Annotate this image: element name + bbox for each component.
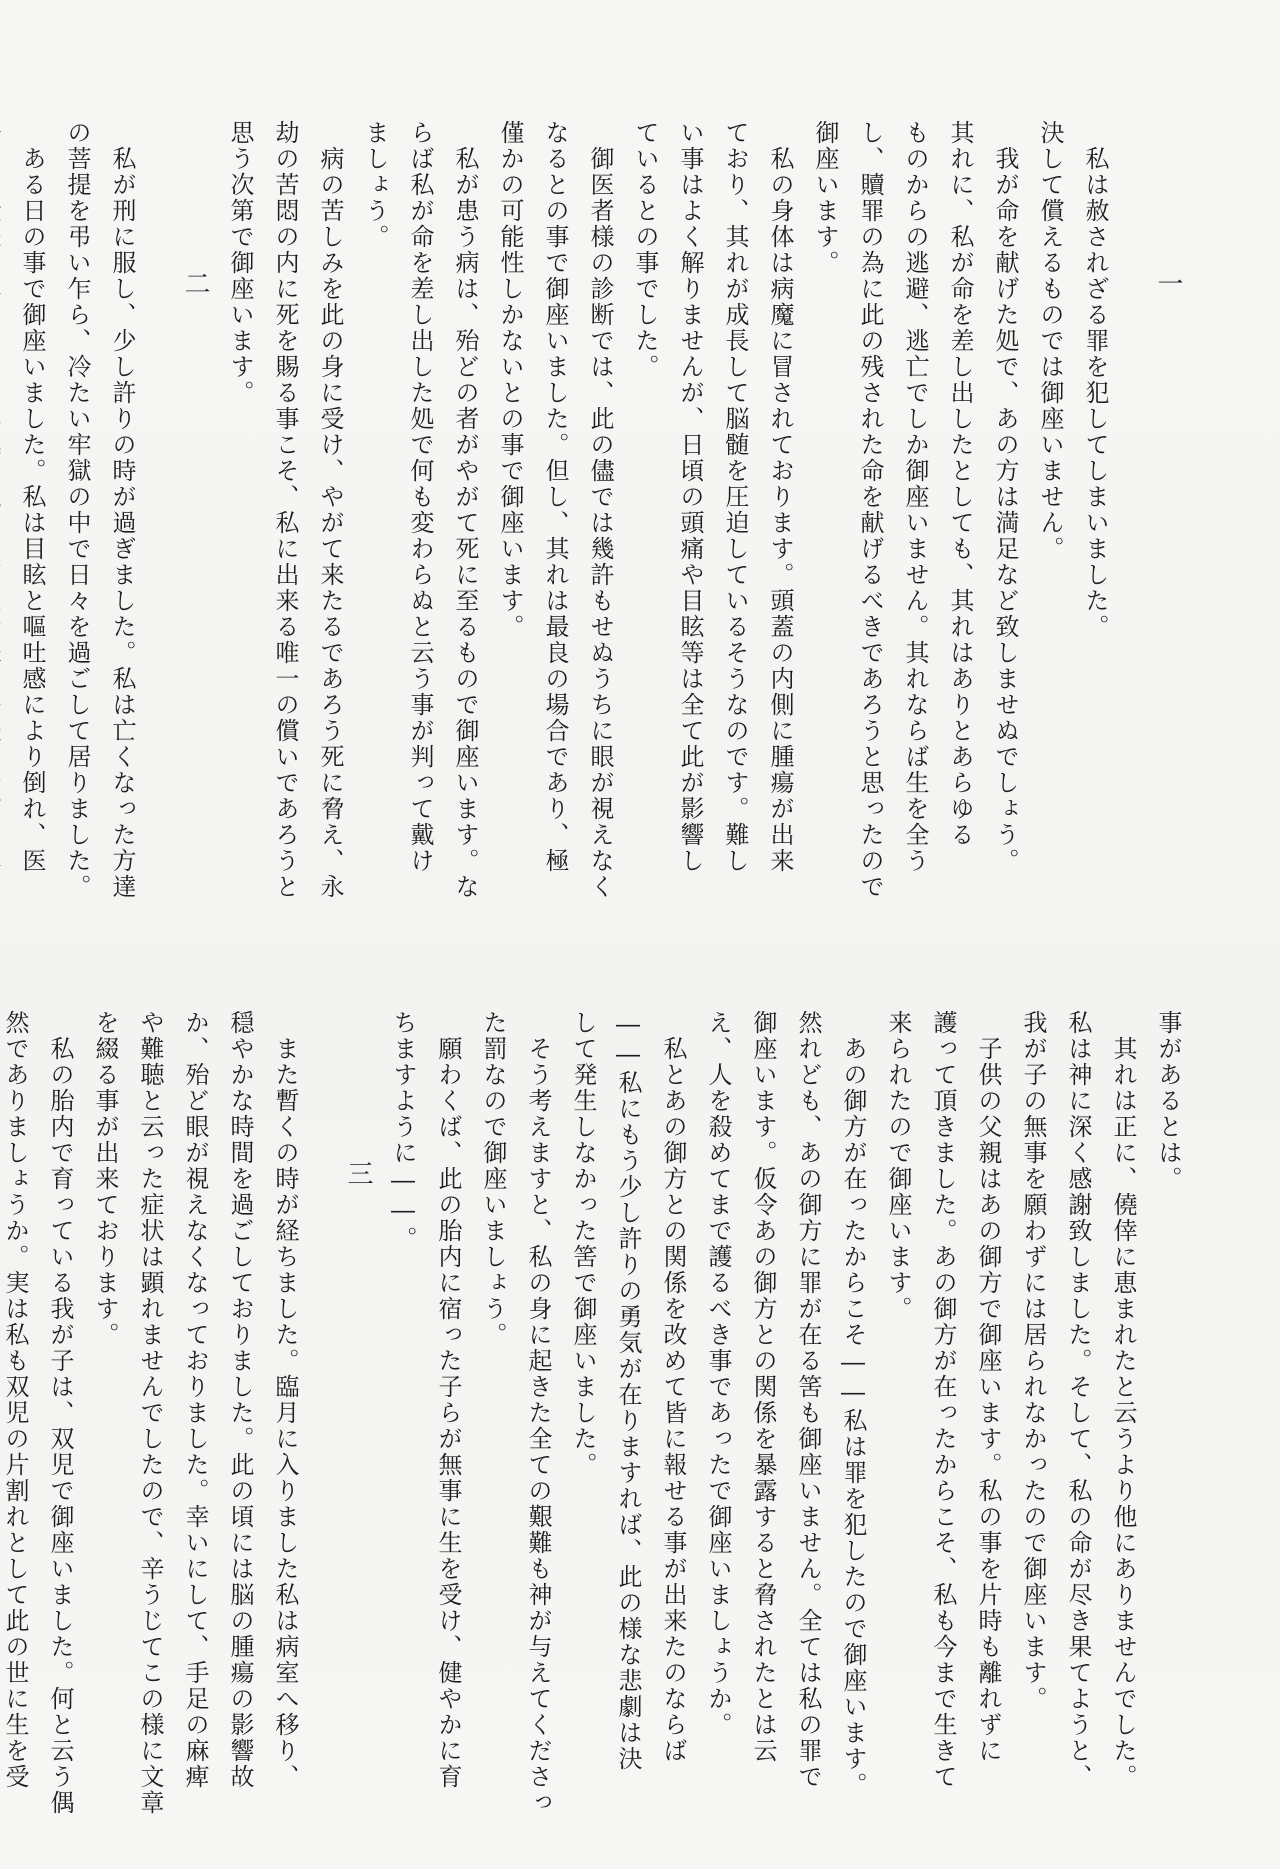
- section-two-cont-line: 然れども、あの御方に罪が在る筈も御座いません。全ては私の罪で: [794, 1010, 822, 1790]
- section-one-line: ているとの事でした。: [631, 120, 659, 380]
- section-two-cont-line: 私とあの御方との関係を改めて皆に報せる事が出来たのならば: [659, 1010, 687, 1764]
- section-one-heading: 一: [1153, 270, 1183, 298]
- section-two-cont-line: して発生しなかった筈で御座いました。: [569, 1010, 597, 1478]
- section-two-cont-line: ちますように――。: [389, 1010, 417, 1252]
- section-three-heading: 三: [343, 1160, 373, 1188]
- section-one-line: い事はよく解りませんが、日頃の頭痛や目眩等は全て此が影響し: [676, 120, 704, 874]
- section-two-cont-line: 願わくば、此の胎内に宿った子らが無事に生を受け、健やかに育: [434, 1010, 462, 1790]
- section-two-cont-line: 子供の父親はあの御方で御座います。私の事を片時も離れずに: [974, 1010, 1002, 1764]
- section-two-cont-line: あの御方が在ったからこそ――私は罪を犯したので御座います。: [839, 1010, 867, 1798]
- section-one-line: 其れに、私が命を差し出したとしても、其れはありとあらゆる: [946, 120, 974, 848]
- section-three-line: 然でありましょうか。実は私も双児の片割れとして此の世に生を受: [1, 1010, 29, 1790]
- section-two-cont-line: 我が子の無事を願わずには居られなかったので御座います。: [1019, 1010, 1047, 1712]
- section-one-line: 我が命を献げた処で、あの方は満足など致しませぬでしょう。: [991, 120, 1019, 874]
- bottom-text-block: [0, 1010, 1190, 1816]
- section-three-line: 私の胎内で育っている我が子は、双児で御座いました。何と云う偶: [46, 1010, 74, 1816]
- section-one-line: 御座います。: [811, 120, 839, 276]
- section-one-line: 御医者様の診断では、此の儘では幾許もせぬうちに眼が視えなく: [586, 120, 614, 900]
- section-one-line: 思う次第で御座います。: [226, 120, 254, 406]
- section-three-line: 穏やかな時間を過ごしておりました。此の頃には脳の腫瘍の影響故: [226, 1010, 254, 1790]
- section-three-line: を綴る事が出来ております。: [91, 1010, 119, 1348]
- section-three-line: や難聴と云った症状は顕れませんでしたので、辛うじてこの様に文章: [136, 1010, 164, 1816]
- section-two-cont-line: そう考えますと、私の身に起きた全ての艱難も神が与えてくださっ: [524, 1010, 552, 1816]
- section-one-line: 病の苦しみを此の身に受け、やがて来たるであろう死に脅え、永: [316, 120, 344, 900]
- section-one-line: 劫の苦悶の内に死を賜る事こそ、私に出来る唯一の償いであろうと: [271, 120, 299, 900]
- section-two-line: ある日の事で御座いました。私は目眩と嘔吐感により倒れ、医: [18, 120, 46, 874]
- section-one-line: 私の身体は病魔に冒されております。頭蓋の内側に腫瘍が出来: [766, 120, 794, 874]
- section-one-line: ものからの逃避、逃亡でしか御座いません。其れならば生を全う: [901, 120, 929, 874]
- section-two-heading: 二: [180, 270, 210, 298]
- section-three-line: また暫くの時が経ちました。臨月に入りました私は病室へ移り、: [271, 1010, 299, 1790]
- section-two-cont-line: た罰なので御座いましょう。: [479, 1010, 507, 1348]
- section-one-line: ましょう。: [361, 120, 389, 250]
- section-one-line: 私が患う病は、殆どの者がやがて死に至るもので御座います。な: [451, 120, 479, 900]
- section-one-line: 私は赦されざる罪を犯してしまいました。: [1081, 120, 1109, 640]
- section-two-cont-line: ――私にもう少し許りの勇気が在りますれば、此の様な悲劇は決: [614, 1010, 642, 1772]
- section-one-line: ており、其れが成長して脳髄を圧迫しているそうなのです。難し: [721, 120, 749, 874]
- section-one-line: らば私が命を差し出した処で何も変わらぬと云う事が判って戴け: [406, 120, 434, 874]
- section-two-line: 私が刑に服し、少し許りの時が過ぎました。私は亡くなった方達: [108, 120, 136, 900]
- section-two-cont-line: 事があるとは。: [1154, 1010, 1182, 1192]
- section-one-line: し、贖罪の為に此の残された命を献げるべきであろうと思ったので: [856, 120, 884, 900]
- section-two-cont-line: 来られたので御座います。: [884, 1010, 912, 1322]
- section-two-cont-line: 御座います。仮令あの御方との関係を暴露すると脅されたとは云: [749, 1010, 777, 1764]
- section-one-line: なるとの事で御座いました。但し、其れは最良の場合であり、極: [541, 120, 569, 874]
- section-one-line: 僅かの可能性しかないとの事で御座います。: [496, 120, 524, 640]
- section-two-line: の菩提を弔い乍ら、冷たい牢獄の中で日々を過ごして居りました。: [63, 120, 91, 900]
- section-two-cont-line: 私は神に深く感謝致しました。そして、私の命が尽き果てようと、: [1064, 1010, 1092, 1790]
- top-text-block: [0, 120, 1190, 900]
- section-two-line: [0, 120, 9, 880]
- section-two-cont-line: 護って頂きました。あの御方が在ったからこそ、私も今まで生きて: [929, 1010, 957, 1790]
- section-two-cont-line: え、人を殺めてまで護るべき事であったで御座いましょうか。: [704, 1010, 732, 1738]
- section-three-line: か、殆ど眼が視えなくなっておりました。幸いにして、手足の麻痺: [181, 1010, 209, 1790]
- section-one-line: 決して償えるものでは御座いません。: [1036, 120, 1064, 562]
- section-two-cont-line: 其れは正に、僥倖に恵まれたと云うより他にありませんでした。: [1109, 1010, 1137, 1790]
